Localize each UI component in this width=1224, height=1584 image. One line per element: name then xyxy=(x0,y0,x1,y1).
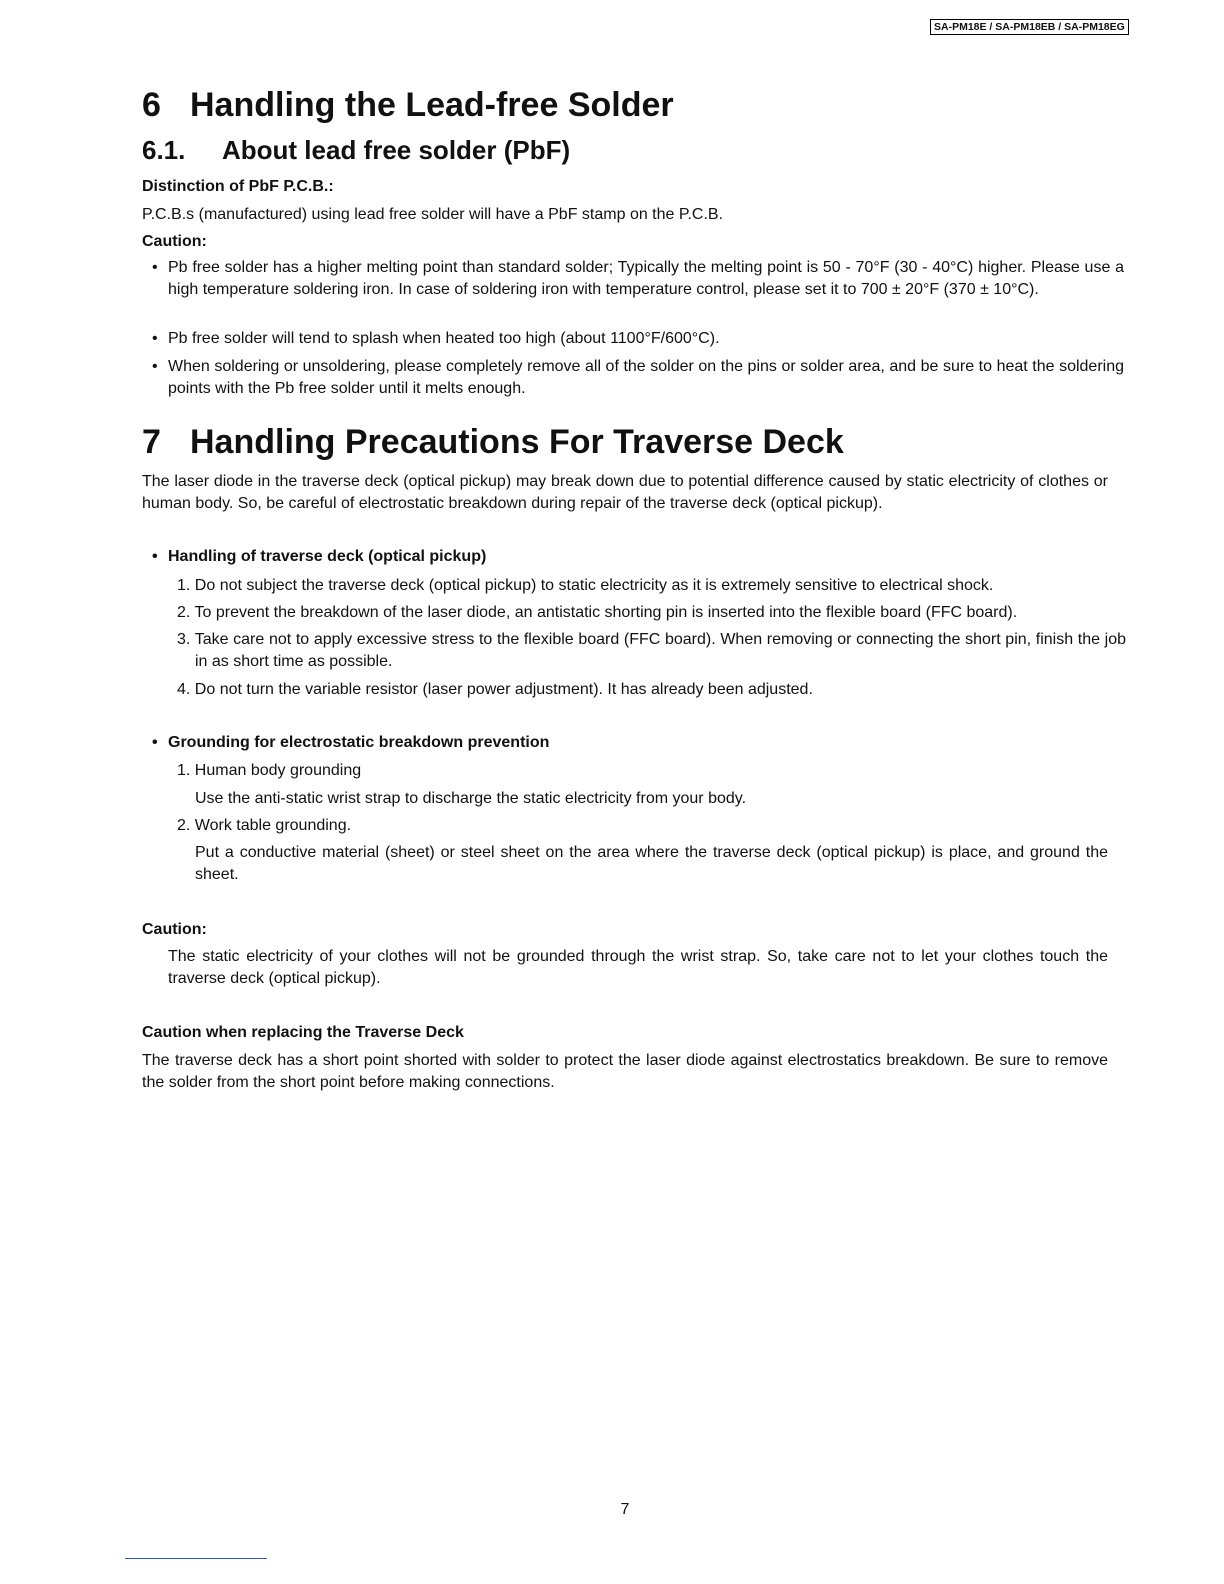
intro-paragraph: The laser diode in the traverse deck (optical pickup) may break down due to potential difference caused by static electricity of clothes or human body. So, be careful of electrostatic breakdown during repair of the traverse deck (optical pickup). xyxy=(142,473,1108,512)
replace-heading: Caution when replacing the Traverse Deck xyxy=(142,1024,464,1041)
list-item: 3. Take care not to apply excessive stress to the flexible board (FFC board). When removing or connecting the short pin, finish the job in as short time as possible. xyxy=(177,631,1126,670)
list-item: 4. Do not turn the variable resistor (laser power adjustment). It has already been adjusted. xyxy=(177,681,813,698)
list-item-text: Put a conductive material (sheet) or steel sheet on the area where the traverse deck (optical pickup) is place, and ground the sheet. xyxy=(195,844,1108,883)
list-item: 1. Do not subject the traverse deck (optical pickup) to static electricity as it is extremely sensitive to electrical shock. xyxy=(177,577,994,594)
subsection-title: About lead free solder (PbF) xyxy=(222,135,571,165)
handling-heading: • Handling of traverse deck (optical pickup) xyxy=(152,546,1124,568)
distinction-label: Distinction of PbF P.C.B.: xyxy=(142,178,334,195)
section-number: 7 xyxy=(142,423,161,461)
section-title: Handling the Lead-free Solder xyxy=(190,86,674,124)
list-item-text: Use the anti-static wrist strap to discharge the static electricity from your body. xyxy=(195,790,747,807)
section-7-heading xyxy=(142,422,844,462)
bullet-item: • Pb free solder has a higher melting point than standard solder; Typically the melting point is 50 - 70°F (30 - 40°C) higher. Please use a high temperature soldering iron. In case of soldering iron with temperature control, please set it to 700 ± 20°F (370 ± 10°C). xyxy=(152,257,1124,301)
list-item: 2. To prevent the breakdown of the laser diode, an antistatic shorting pin is inserted into the flexible board (FFC board). xyxy=(177,604,1018,621)
section-number: 6 xyxy=(142,86,161,124)
page-number: 7 xyxy=(620,1501,630,1518)
section-6-heading xyxy=(142,85,674,125)
caution-label: Caution: xyxy=(142,921,207,938)
caution-label: Caution: xyxy=(142,233,207,250)
model-header: SA-PM18E / SA-PM18EB / SA-PM18EG xyxy=(930,19,1129,35)
list-item-title: 1. Human body grounding xyxy=(177,762,362,779)
replace-text: The traverse deck has a short point shorted with solder to protect the laser diode against electrostatics breakdown. Be sure to remove the solder from the short point before making connections. xyxy=(142,1052,1108,1091)
bullet-item: • When soldering or unsoldering, please completely remove all of the solder on the pins or solder area, and be sure to heat the soldering points with the Pb free solder until it melts enough. xyxy=(152,356,1124,400)
bullet-item: • Pb free solder will tend to splash when heated too high (about 1100°F/600°C). xyxy=(152,328,1124,350)
section-title: Handling Precautions For Traverse Deck xyxy=(190,423,844,461)
distinction-text: P.C.B.s (manufactured) using lead free solder will have a PbF stamp on the P.C.B. xyxy=(142,206,724,223)
list-item-title: 2. Work table grounding. xyxy=(177,817,352,834)
section-6-1-heading xyxy=(142,135,570,165)
footer-link-line xyxy=(125,1558,267,1559)
grounding-heading: • Grounding for electrostatic breakdown prevention xyxy=(152,732,1124,754)
subsection-number: 6.1. xyxy=(142,135,186,165)
caution-text: The static electricity of your clothes will not be grounded through the wrist strap. So, take care not to let your clothes touch the traverse deck (optical pickup). xyxy=(168,948,1108,987)
